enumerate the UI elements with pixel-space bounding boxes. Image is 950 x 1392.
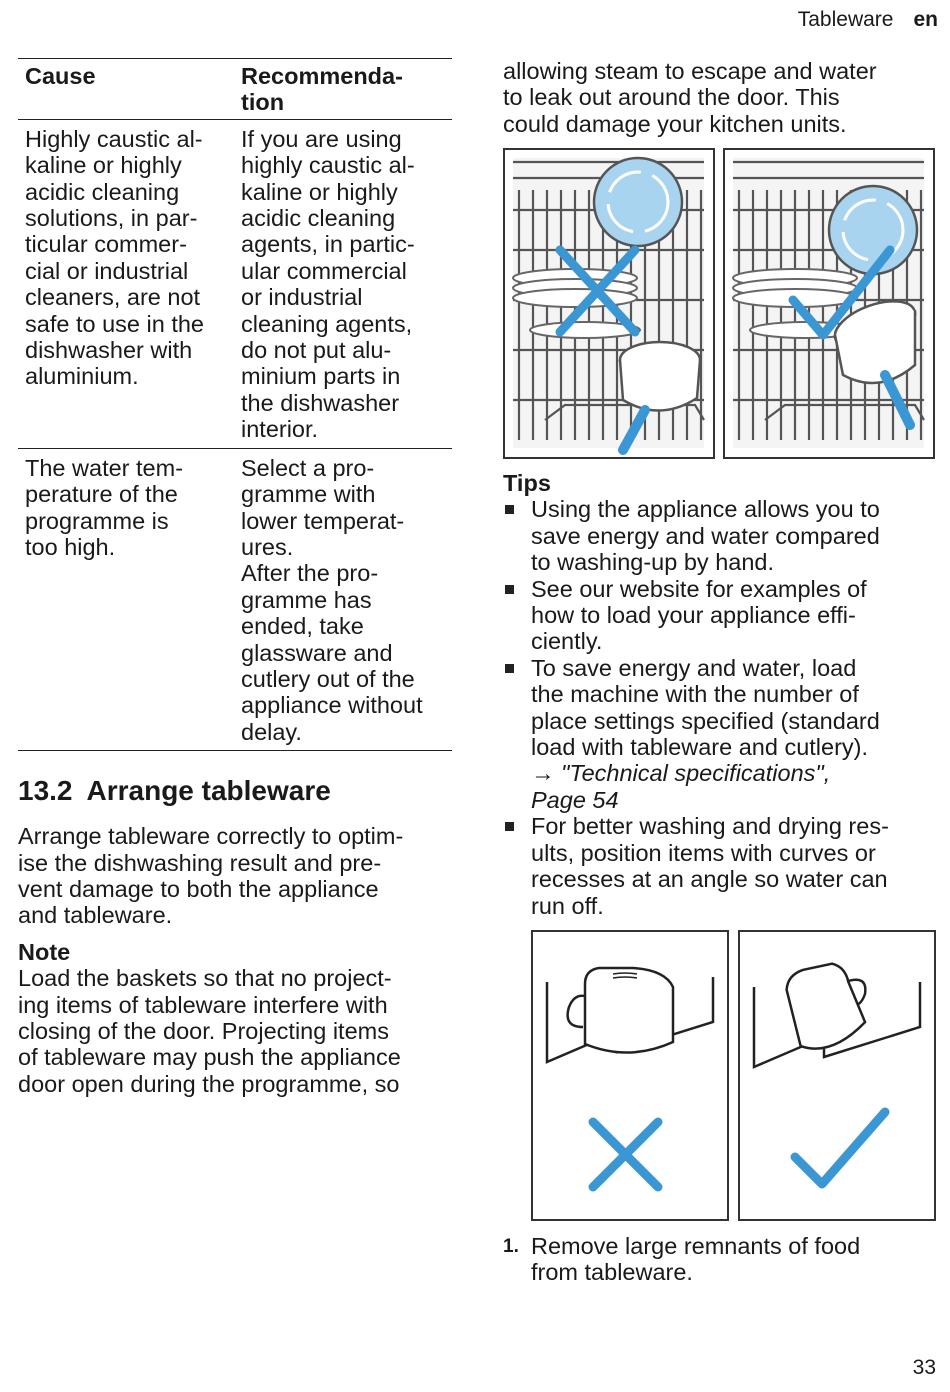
table-row bbox=[18, 119, 452, 448]
section-intro: Arrange tableware correctly to optim- ise the dishwashing result and pre- vent damage to both the appliance and tableware. bbox=[18, 823, 404, 929]
basket-right-figure bbox=[723, 148, 935, 459]
section-title: Arrange tableware bbox=[86, 775, 331, 807]
header-section: Tableware bbox=[797, 8, 894, 31]
recommendation-cell: Select a pro- gramme with lower temperat- ures. After the pro- gramme has ended, take glassware and cutlery out of the appliance without delay. bbox=[241, 454, 423, 745]
tips-block bbox=[503, 470, 935, 919]
tip-text: To save energy and water, load the machine with the number of place settings specified (standard load with tableware and cutlery). bbox=[531, 654, 880, 761]
header-recommendation: Recommenda- tion bbox=[241, 63, 403, 116]
basket-wrong-figure bbox=[503, 148, 715, 459]
recommendation-cell: If you are using highly caustic al- kaline or highly acidic cleaning agents, in partic- ular commercial or industrial cleaning agents, do not put alu- minium parts in the dishwasher interior. bbox=[241, 125, 415, 443]
cup-wrong-illustration bbox=[533, 932, 726, 1218]
cross-reference-link[interactable]: → "Technical specifications", Page 54 bbox=[531, 760, 831, 813]
cup-right-figure bbox=[738, 930, 936, 1221]
list-item bbox=[503, 1233, 935, 1286]
basket-wrong-illustration bbox=[505, 150, 712, 456]
list-item bbox=[503, 813, 935, 919]
cup-right-illustration bbox=[740, 932, 933, 1218]
troubleshooting-table bbox=[18, 58, 452, 751]
table-header-row bbox=[18, 59, 452, 120]
cup-wrong-figure bbox=[531, 930, 729, 1221]
tip-text: Using the appliance allows you to save energy and water compared to washing-up by hand. bbox=[531, 496, 880, 576]
bullet-square-icon bbox=[505, 585, 514, 594]
note-heading: Note bbox=[18, 938, 71, 965]
tip-text: For better washing and drying res- ults, position items with curves or recesses at an angle so water can run off. bbox=[531, 813, 889, 919]
bullet-square-icon bbox=[505, 505, 514, 514]
step-number: 1. bbox=[503, 1236, 519, 1257]
tip-text: See our website for examples of how to load your appliance effi- ciently. bbox=[531, 575, 867, 655]
section-heading bbox=[18, 775, 452, 807]
header-cause: Cause bbox=[25, 63, 96, 89]
basket-right-illustration bbox=[725, 150, 932, 456]
left-column bbox=[18, 58, 452, 1097]
tips-list bbox=[503, 496, 935, 919]
section-number: 13.2 bbox=[18, 775, 73, 807]
page-header bbox=[798, 8, 938, 32]
steps-list bbox=[503, 1233, 935, 1286]
tips-heading: Tips bbox=[503, 470, 551, 496]
cause-cell: Highly caustic al- kaline or highly acidic cleaning solutions, in par- ticular commer- cial or industrial cleaners, are not safe to use in the dishwasher with aluminium. bbox=[25, 125, 204, 390]
list-item bbox=[503, 496, 935, 575]
list-item bbox=[503, 576, 935, 655]
note-continuation: allowing steam to escape and water to leak out around the door. This could damage your kitchen units. bbox=[503, 58, 877, 137]
list-item bbox=[503, 655, 935, 813]
page-number: 33 bbox=[912, 1356, 936, 1379]
bullet-square-icon bbox=[505, 822, 514, 831]
note-text: Load the baskets so that no project- ing items of tableware interfere with closing of the door. Projecting items of tableware may push the appliance door open during the programme, so bbox=[18, 965, 401, 1097]
header-language: en bbox=[913, 8, 938, 31]
bullet-square-icon bbox=[505, 664, 514, 673]
right-column bbox=[503, 58, 935, 137]
step-text: Remove large remnants of food from tableware. bbox=[531, 1233, 861, 1286]
cause-cell: The water tem- perature of the programme is too high. bbox=[25, 454, 184, 560]
table-row bbox=[18, 448, 452, 750]
